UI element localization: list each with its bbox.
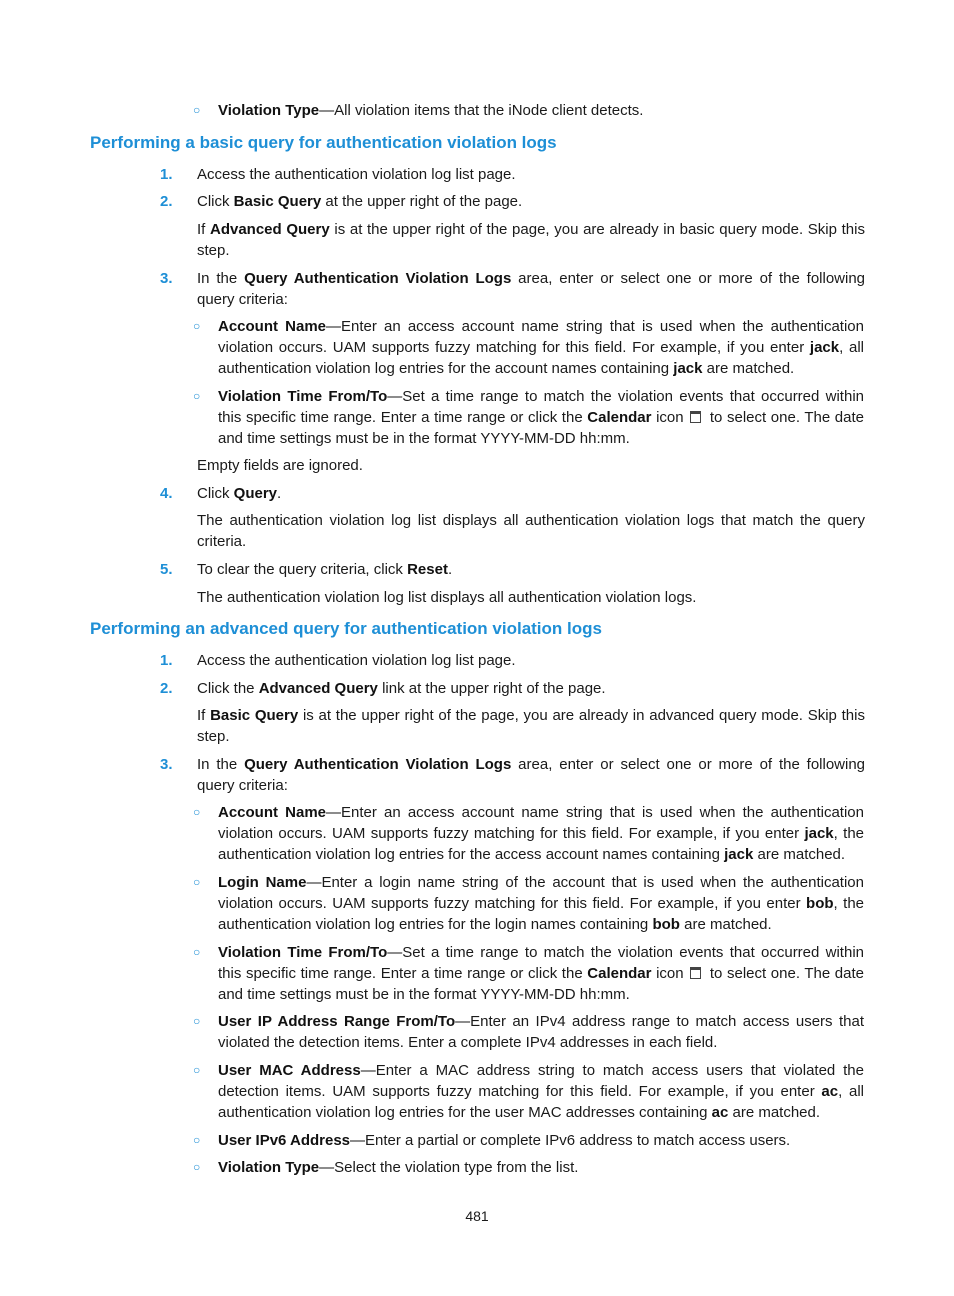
bullet-marker: ○ bbox=[193, 1014, 201, 1028]
step-number: 1. bbox=[160, 166, 173, 183]
bullet-user-mac: User MAC Address—Enter a MAC address string to match access users that violated the detection items. UAM supports fuzzy matching for this field. For example, if you enter ac, all authentication violation log entries for the user MAC addresses containing ac are matched. bbox=[218, 1062, 864, 1121]
section-heading-basic-query: Performing a basic query for authentication violation logs bbox=[90, 133, 557, 152]
step-number: 3. bbox=[160, 270, 173, 287]
bullet-violation-type: Violation Type—All violation items that the iNode client detects. bbox=[218, 102, 644, 119]
step-text: Access the authentication violation log list page. bbox=[197, 652, 516, 669]
step-number: 1. bbox=[160, 652, 173, 669]
step-text: In the Query Authentication Violation Logs area, enter or select one or more of the following query criteria: bbox=[197, 270, 866, 308]
bullet-marker: ○ bbox=[193, 319, 201, 333]
calendar-icon bbox=[690, 411, 701, 423]
step-text: Access the authentication violation log list page. bbox=[197, 166, 516, 183]
step-text: In the Query Authentication Violation Logs area, enter or select one or more of the following query criteria: bbox=[197, 756, 866, 794]
bullet-violation-time: Violation Time From/To—Set a time range to match the violation events that occurred within this specific time range. Enter a time range or click the Calendar icon to select one. The date and time settings must be in the format YYYY-MM-DD hh:mm. bbox=[218, 944, 864, 1003]
bullet-violation-type: Violation Type—Select the violation type from the list. bbox=[218, 1159, 579, 1176]
step-note: If Advanced Query is at the upper right of the page, you are already in basic query mode. Skip this step. bbox=[197, 221, 865, 259]
step-text: Click Basic Query at the upper right of the page. bbox=[197, 193, 523, 210]
note-text: Empty fields are ignored. bbox=[197, 457, 363, 474]
bullet-account-name: Account Name—Enter an access account name string that is used when the authentication violation occurs. UAM supports fuzzy matching for this field. For example, if you enter jack, the authentication violation log entries for the access account names containing jack are matched. bbox=[218, 804, 865, 863]
step-number: 3. bbox=[160, 756, 173, 773]
step-text: Click the Advanced Query link at the upper right of the page. bbox=[197, 680, 606, 697]
bullet-violation-time: Violation Time From/To—Set a time range to match the violation events that occurred within this specific time range. Enter a time range or click the Calendar icon to select one. The date and time settings must be in the format YYYY-MM-DD hh:mm. bbox=[218, 388, 864, 447]
bullet-marker: ○ bbox=[193, 1063, 201, 1077]
bullet-marker: ○ bbox=[193, 1133, 201, 1147]
step-number: 5. bbox=[160, 561, 173, 578]
bullet-login-name: Login Name—Enter a login name string of the account that is used when the authentication violation occurs. UAM supports fuzzy matching for this field. For example, if you enter bob, the authentication violation log entries for the login names containing bob are matched. bbox=[218, 874, 865, 933]
bullet-user-ip-range: User IP Address Range From/To—Enter an IPv4 address range to match access users that violated the detection items. Enter a complete IPv4 addresses in each field. bbox=[218, 1013, 864, 1051]
bullet-user-ipv6: User IPv6 Address—Enter a partial or complete IPv6 address to match access users. bbox=[218, 1132, 791, 1149]
bullet-marker: ○ bbox=[193, 875, 201, 889]
step-note: The authentication violation log list displays all authentication violation logs. bbox=[197, 589, 697, 606]
step-text: Click Query. bbox=[197, 485, 282, 502]
bullet-marker: ○ bbox=[193, 945, 201, 959]
step-text: To clear the query criteria, click Reset. bbox=[197, 561, 453, 578]
bullet-marker: ○ bbox=[193, 389, 201, 403]
bullet-marker: ○ bbox=[193, 103, 201, 117]
bullet-account-name: Account Name—Enter an access account name string that is used when the authentication violation occurs. UAM supports fuzzy matching for this field. For example, if you enter jack, all authentication violation log entries for the account names containing jack are matched. bbox=[218, 318, 864, 377]
bullet-marker: ○ bbox=[193, 1160, 201, 1174]
section-heading-advanced-query: Performing an advanced query for authentication violation logs bbox=[90, 619, 602, 638]
step-number: 4. bbox=[160, 485, 173, 502]
page-number: 481 bbox=[465, 1208, 489, 1224]
step-note: If Basic Query is at the upper right of the page, you are already in advanced query mode. Skip this step. bbox=[197, 707, 865, 745]
step-number: 2. bbox=[160, 680, 173, 697]
step-number: 2. bbox=[160, 193, 173, 210]
step-note: The authentication violation log list displays all authentication violation logs that match the query criteria. bbox=[197, 512, 865, 550]
calendar-icon bbox=[690, 967, 701, 979]
bullet-marker: ○ bbox=[193, 805, 201, 819]
